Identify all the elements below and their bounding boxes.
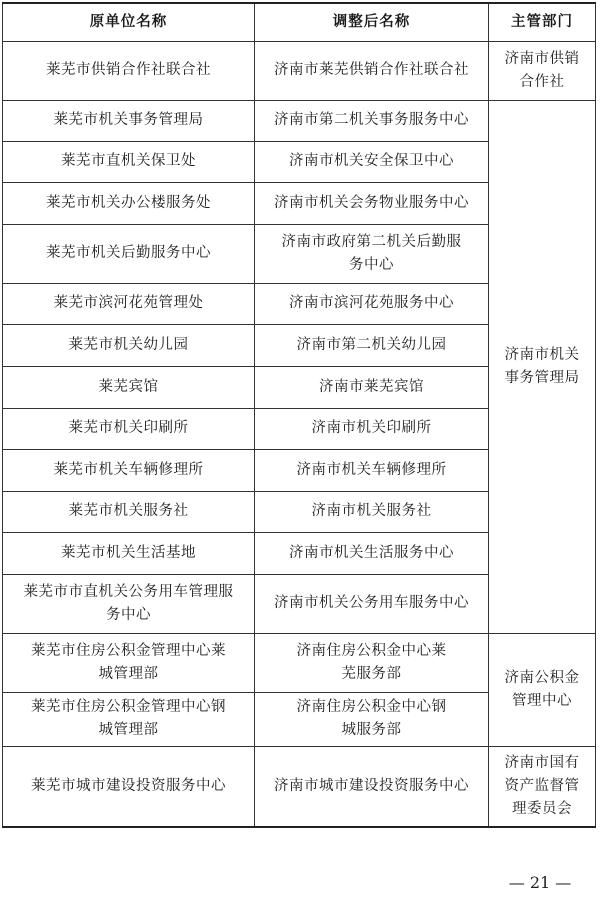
- header-department: 主管部门: [489, 3, 596, 41]
- original-name-cell: 莱芜市机关生活基地: [3, 532, 255, 574]
- original-name-cell: 莱芜宾馆: [3, 366, 255, 408]
- original-name-cell: 莱芜市机关印刷所: [3, 408, 255, 449]
- adjusted-name-cell: 济南市第二机关事务服务中心: [255, 100, 489, 141]
- adjusted-name-cell: 济南市机关印刷所: [255, 408, 489, 449]
- adjusted-name-cell: 济南市机关公务用车服务中心: [255, 574, 489, 633]
- adjusted-name-cell: 济南市机关服务社: [255, 491, 489, 532]
- original-name-cell: 莱芜市直机关保卫处: [3, 141, 255, 182]
- original-name-cell: 莱芜市机关服务社: [3, 491, 255, 532]
- department-cell: 济南市机关事务管理局: [489, 100, 596, 633]
- adjusted-name-cell: 济南市机关生活服务中心: [255, 532, 489, 574]
- original-name-cell: 莱芜市机关后勤服务中心: [3, 224, 255, 283]
- original-name-cell: 莱芜市住房公积金管理中心莱城管理部: [3, 633, 255, 692]
- adjusted-name-cell: 济南市机关会务物业服务中心: [255, 182, 489, 224]
- original-name-cell: 莱芜市住房公积金管理中心钢城管理部: [3, 692, 255, 746]
- adjusted-name-cell: 济南市第二机关幼儿园: [255, 324, 489, 366]
- original-name-cell: 莱芜市机关事务管理局: [3, 100, 255, 141]
- table-row: [3, 41, 596, 100]
- original-name-cell: 莱芜市机关车辆修理所: [3, 449, 255, 491]
- page-number: — 21 —: [508, 873, 572, 892]
- original-name-cell: 莱芜市机关幼儿园: [3, 324, 255, 366]
- adjusted-name-cell: 济南市机关车辆修理所: [255, 449, 489, 491]
- original-name-cell: 莱芜市机关办公楼服务处: [3, 182, 255, 224]
- adjusted-name-cell: 济南市莱芜宾馆: [255, 366, 489, 408]
- table-row: [3, 746, 596, 827]
- adjusted-name-cell: 济南住房公积金中心钢城服务部: [255, 692, 489, 746]
- department-cell: 济南市国有资产监督管理委员会: [489, 746, 596, 827]
- original-name-cell: 莱芜市城市建设投资服务中心: [3, 746, 255, 827]
- adjusted-name-cell: 济南市莱芜供销合作社联合社: [255, 41, 489, 100]
- adjusted-name-cell: 济南市政府第二机关后勤服务中心: [255, 224, 489, 283]
- table-header-row: [3, 3, 596, 41]
- unit-rename-table: [2, 2, 596, 828]
- adjusted-name-cell: 济南市机关安全保卫中心: [255, 141, 489, 182]
- department-cell: 济南市供销合作社: [489, 41, 596, 100]
- header-original-name: 原单位名称: [3, 3, 255, 41]
- adjusted-name-cell: 济南市滨河花苑服务中心: [255, 283, 489, 324]
- department-cell: 济南公积金管理中心: [489, 633, 596, 746]
- original-name-cell: 莱芜市供销合作社联合社: [3, 41, 255, 100]
- header-adjusted-name: 调整后名称: [255, 3, 489, 41]
- table-row: [3, 100, 596, 141]
- table-row: [3, 633, 596, 692]
- adjusted-name-cell: 济南市城市建设投资服务中心: [255, 746, 489, 827]
- original-name-cell: 莱芜市市直机关公务用车管理服务中心: [3, 574, 255, 633]
- original-name-cell: 莱芜市滨河花苑管理处: [3, 283, 255, 324]
- adjusted-name-cell: 济南住房公积金中心莱芜服务部: [255, 633, 489, 692]
